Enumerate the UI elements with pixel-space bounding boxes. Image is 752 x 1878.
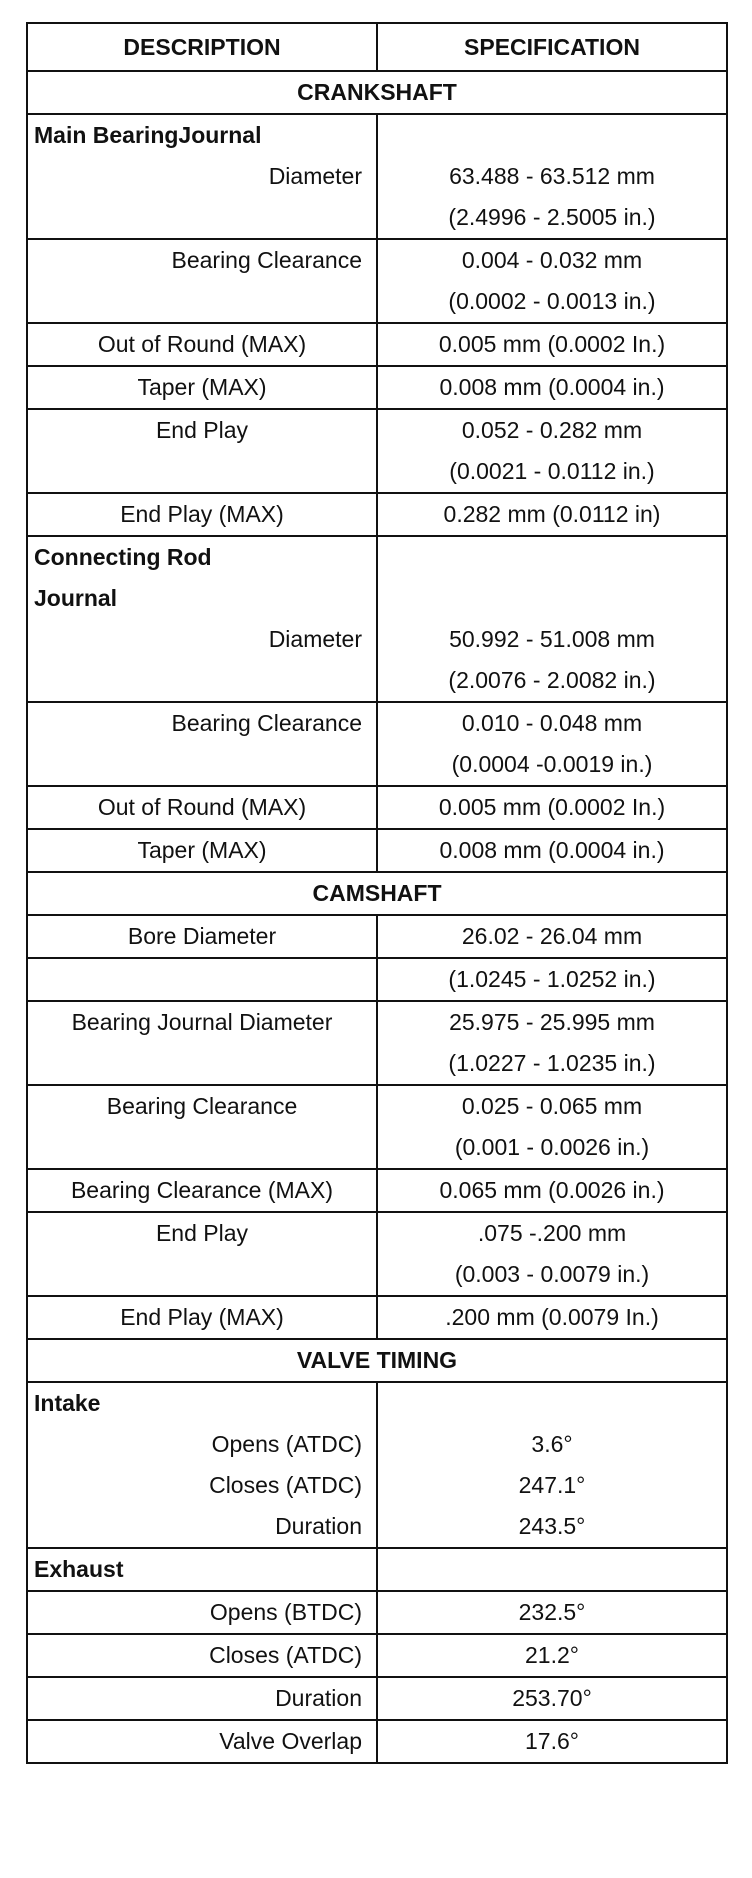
description-cell: Out of Round (MAX) <box>27 323 377 366</box>
table-row <box>27 197 727 239</box>
specification-cell: (1.0245 - 1.0252 in.) <box>377 958 727 1001</box>
section-heading-row <box>27 1339 727 1382</box>
specification-header: SPECIFICATION <box>377 23 727 71</box>
description-cell: Bearing Clearance <box>27 1085 377 1127</box>
table-row <box>27 1212 727 1254</box>
table-row <box>27 1043 727 1085</box>
description-cell: Bearing Journal Diameter <box>27 1001 377 1043</box>
section-heading-row <box>27 872 727 915</box>
specification-cell: 0.025 - 0.065 mm <box>461 1093 643 1119</box>
table-row <box>27 578 727 619</box>
engine-specification-table <box>26 22 728 1764</box>
table-body <box>27 71 727 1763</box>
table-row <box>27 281 727 323</box>
description-cell: End Play (MAX) <box>27 493 377 536</box>
description-cell: Duration <box>27 1677 377 1720</box>
table-row <box>27 1720 727 1763</box>
description-cell: Bearing Clearance (MAX) <box>27 1169 377 1212</box>
specification-cell: 3.6° <box>531 1431 573 1457</box>
specification-cell: 63.488 - 63.512 mm <box>449 163 655 189</box>
table-row <box>27 829 727 872</box>
table-row <box>27 1634 727 1677</box>
specification-cell: 0.010 - 0.048 mm <box>461 710 643 736</box>
specification-cell <box>377 1382 727 1424</box>
description-cell <box>27 958 377 1001</box>
specification-cell: 0.005 mm (0.0002 In.) <box>377 786 727 829</box>
table-row <box>27 1001 727 1043</box>
specification-cell: 0.008 mm (0.0004 in.) <box>377 829 727 872</box>
specification-cell: (0.0002 - 0.0013 in.) <box>377 281 727 323</box>
table-row <box>27 366 727 409</box>
specification-cell: (2.0076 - 2.0082 in.) <box>377 660 727 702</box>
description-cell: End Play <box>27 409 377 451</box>
table-row <box>27 1677 727 1720</box>
description-cell <box>27 281 377 323</box>
table-row <box>27 786 727 829</box>
specification-cell: 0.008 mm (0.0004 in.) <box>377 366 727 409</box>
table-row <box>27 915 727 958</box>
description-cell: Journal <box>27 578 377 619</box>
description-header: DESCRIPTION <box>27 23 377 71</box>
specification-cell <box>377 536 727 578</box>
description-cell: Closes (ATDC) <box>27 1465 377 1506</box>
description-cell <box>27 1043 377 1085</box>
description-cell: Bore Diameter <box>27 915 377 958</box>
description-cell: Closes (ATDC) <box>27 1634 377 1677</box>
description-cell: Exhaust <box>27 1548 377 1591</box>
table-row <box>27 1548 727 1591</box>
specification-cell: 25.975 - 25.995 mm <box>449 1009 655 1035</box>
description-cell: Diameter <box>27 156 377 197</box>
description-cell: Out of Round (MAX) <box>27 786 377 829</box>
specification-cell: 243.5° <box>377 1506 727 1548</box>
table-row <box>27 493 727 536</box>
description-cell: Intake <box>27 1382 377 1424</box>
section-title: VALVE TIMING <box>27 1339 727 1382</box>
specification-cell <box>377 1548 727 1591</box>
specification-cell: 26.02 - 26.04 mm <box>377 915 727 958</box>
specification-cell: 0.065 mm (0.0026 in.) <box>377 1169 727 1212</box>
description-cell: Taper (MAX) <box>27 366 377 409</box>
specification-cell: .075 -.200 mm <box>477 1220 627 1246</box>
table-row <box>27 114 727 156</box>
description-cell <box>27 451 377 493</box>
description-cell: Main BearingJournal <box>27 114 377 156</box>
table-row <box>27 239 727 281</box>
description-cell <box>27 660 377 702</box>
table-row <box>27 1254 727 1296</box>
table-row <box>27 1085 727 1127</box>
specification-cell: (0.0004 -0.0019 in.) <box>377 744 727 786</box>
description-cell: Opens (BTDC) <box>27 1591 377 1634</box>
description-cell <box>27 1254 377 1296</box>
table-row <box>27 1591 727 1634</box>
table-row <box>27 1169 727 1212</box>
table-row <box>27 958 727 1001</box>
specification-cell: 0.282 mm (0.0112 in) <box>377 493 727 536</box>
description-cell <box>27 744 377 786</box>
description-cell: Duration <box>27 1506 377 1548</box>
description-cell: Opens (ATDC) <box>27 1424 377 1465</box>
specification-cell: 247.1° <box>518 1472 586 1498</box>
description-cell: Connecting Rod <box>27 536 377 578</box>
table-row <box>27 409 727 451</box>
specification-cell: 0.005 mm (0.0002 In.) <box>377 323 727 366</box>
section-heading-row <box>27 71 727 114</box>
specification-cell: (1.0227 - 1.0235 in.) <box>377 1043 727 1085</box>
table-row <box>27 1296 727 1339</box>
table-row <box>27 1506 727 1548</box>
table-row <box>27 1465 727 1506</box>
description-cell: End Play (MAX) <box>27 1296 377 1339</box>
table-row <box>27 451 727 493</box>
table-row <box>27 744 727 786</box>
specification-cell: (0.003 - 0.0079 in.) <box>377 1254 727 1296</box>
table-row <box>27 1127 727 1169</box>
specification-cell: 50.992 - 51.008 mm <box>449 626 655 652</box>
description-cell: End Play <box>27 1212 377 1254</box>
description-cell: Diameter <box>27 619 377 660</box>
table-row <box>27 323 727 366</box>
description-cell: Valve Overlap <box>27 1720 377 1763</box>
table-row <box>27 702 727 744</box>
table-row <box>27 1424 727 1465</box>
specification-cell: (0.0021 - 0.0112 in.) <box>377 451 727 493</box>
specification-cell: 0.052 - 0.282 mm <box>461 417 643 443</box>
specification-cell: 21.2° <box>377 1634 727 1677</box>
description-cell: Taper (MAX) <box>27 829 377 872</box>
table-row <box>27 660 727 702</box>
description-cell <box>27 197 377 239</box>
table-header-row <box>27 23 727 71</box>
specification-cell: 253.70° <box>377 1677 727 1720</box>
section-title: CRANKSHAFT <box>27 71 727 114</box>
specification-cell: (0.001 - 0.0026 in.) <box>377 1127 727 1169</box>
description-cell: Bearing Clearance <box>27 239 377 281</box>
description-cell: Bearing Clearance <box>27 702 377 744</box>
specification-cell <box>377 578 727 619</box>
table-row <box>27 619 727 660</box>
specification-cell: 17.6° <box>377 1720 727 1763</box>
specification-cell: 232.5° <box>377 1591 727 1634</box>
section-title: CAMSHAFT <box>27 872 727 915</box>
specification-cell: 0.004 - 0.032 mm <box>461 247 643 273</box>
specification-cell: .200 mm (0.0079 In.) <box>377 1296 727 1339</box>
description-cell <box>27 1127 377 1169</box>
table-row <box>27 156 727 197</box>
specification-cell: (2.4996 - 2.5005 in.) <box>377 197 727 239</box>
table-row <box>27 1382 727 1424</box>
specification-cell <box>377 114 727 156</box>
table-row <box>27 536 727 578</box>
